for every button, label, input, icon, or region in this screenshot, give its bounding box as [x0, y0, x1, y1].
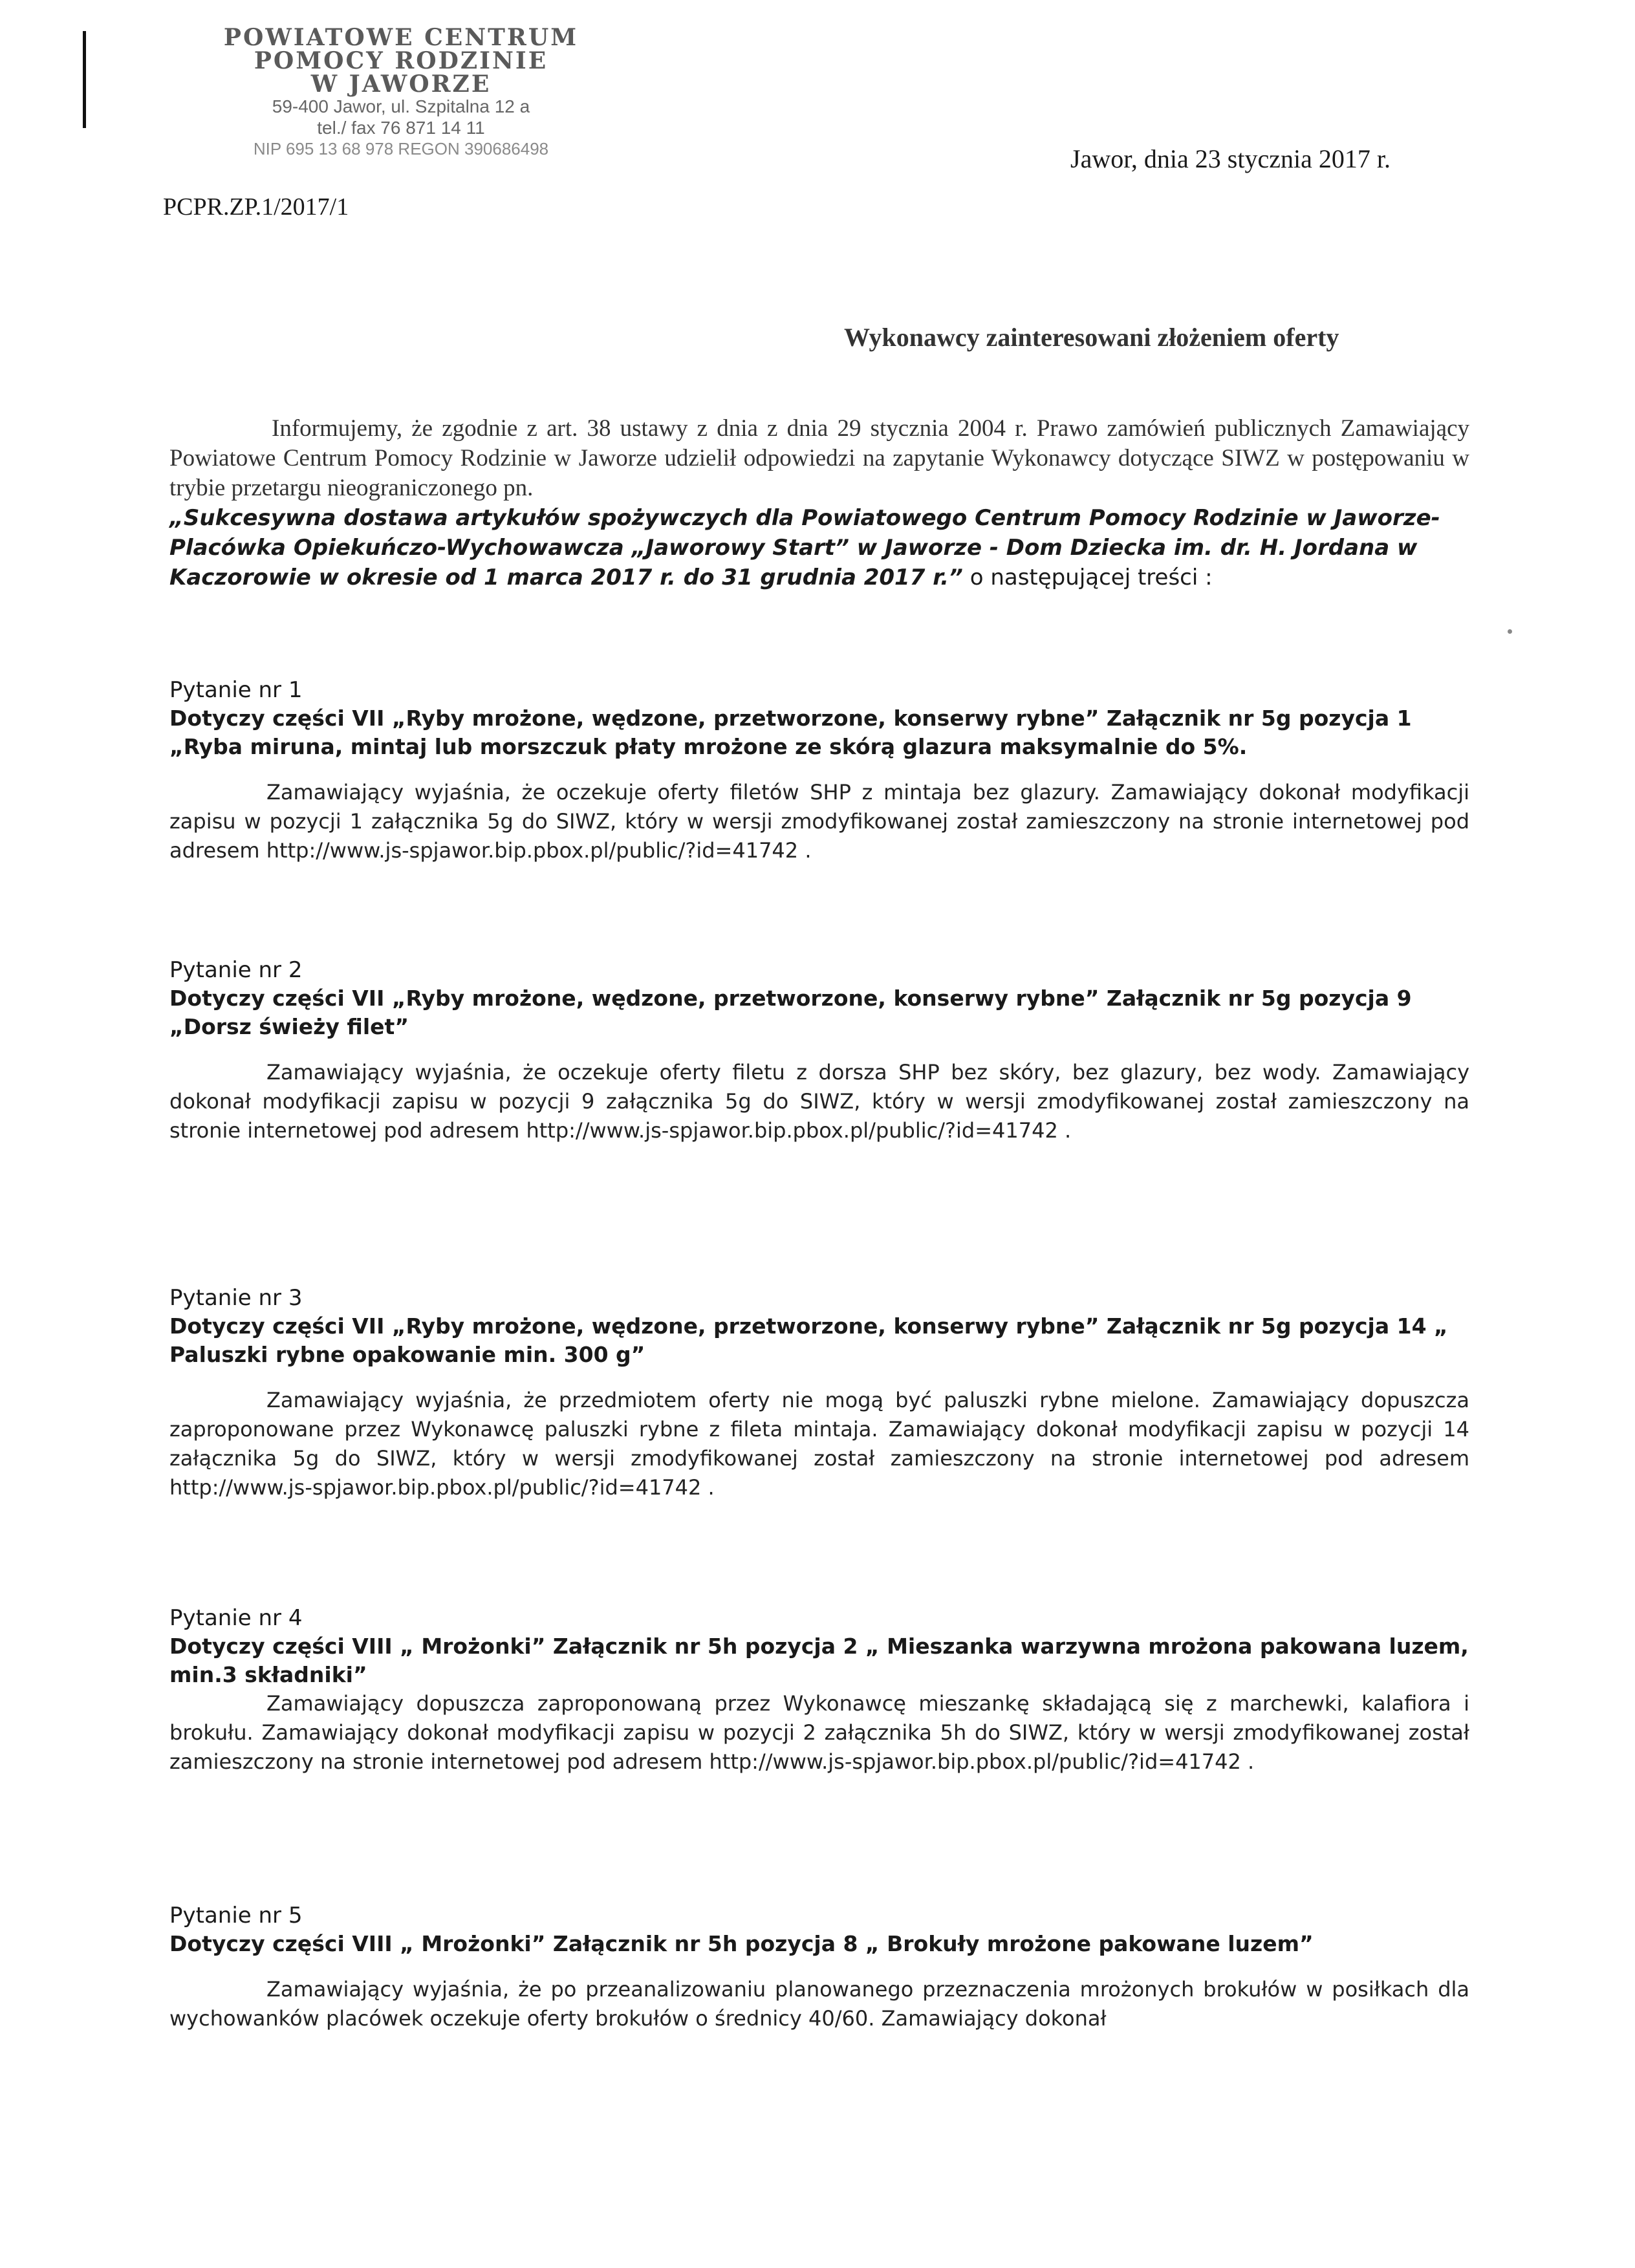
question-4 — [169, 1604, 1469, 1777]
stamp-ids: NIP 695 13 68 978 REGON 390686498 — [253, 139, 549, 158]
question-title: Pytanie nr 3 — [169, 1285, 303, 1311]
intro-tail: o następującej treści : — [962, 565, 1213, 590]
intro-lead: Informujemy, że zgodnie z art. 38 ustawy z dnia z dnia 29 stycznia 2004 r. Prawo zamówień publicznych Zamawiający Powiatowe Centrum Pomocy Rodzinie w Jaworze udzielił odpowiedzi na zapytanie Wykonawcy dotyczące SIWZ w postępowaniu w trybie przetargu nieograniczonego pn. — [169, 415, 1469, 501]
stamp-address: 59-400 Jawor, ul. Szpitalna 12 a — [272, 96, 530, 116]
addressee-heading: Wykonawcy zainteresowani złożeniem oferty — [844, 323, 1339, 352]
question-heading: Dotyczy części VIII „ Mrożonki” Załącznik nr 5h pozycja 2 „ Mieszanka warzywna mrożona pakowana luzem, min.3 składniki” — [169, 1634, 1469, 1687]
question-title: Pytanie nr 2 — [169, 957, 303, 983]
question-title: Pytanie nr 4 — [169, 1605, 303, 1631]
answer-text: Zamawiający wyjaśnia, że oczekuje oferty filetów SHP z mintaja bez glazury. Zamawiający dokonał modyfikacji zapisu w pozycji 1 załącznika 5g do SIWZ, który w wersji zmodyfikowanej został zamieszczony na stronie internetowej pod adresem http://www.js-spjawor.bip.pbox.pl/public/?id=41742 . — [169, 780, 1469, 863]
answer-text: Zamawiający dopuszcza zaproponowaną przez Wykonawcę mieszankę składającą się z marchewki, kalafiora i brokułu. Zamawiający dokonał modyfikacji zapisu w pozycji 2 załącznika 5h do SIWZ, który w wersji zmodyfikowanej został zamieszczony na stronie internetowej pod adresem http://www.js-spjawor.bip.pbox.pl/public/?id=41742 . — [169, 1691, 1469, 1774]
scan-speck — [1508, 629, 1512, 634]
question-heading: Dotyczy części VII „Ryby mrożone, wędzone, przetworzone, konserwy rybne” Załącznik nr 5g pozycja 14 „ Paluszki rybne opakowanie min. 300 g” — [169, 1313, 1448, 1367]
reference-number: PCPR.ZP.1/2017/1 — [163, 193, 349, 221]
answer-text: Zamawiający wyjaśnia, że oczekuje oferty filetu z dorsza SHP bez skóry, bez glazury, bez wody. Zamawiający dokonał modyfikacji zapisu w pozycji 9 załącznika 5g do SIWZ, który w wersji zmodyfikowanej został zamieszczony na stronie internetowej pod adresem http://www.js-spjawor.bip.pbox.pl/public/?id=41742 . — [169, 1060, 1469, 1143]
question-2 — [169, 956, 1469, 1145]
question-5 — [169, 1901, 1469, 2033]
stamp-line-3: W JAWORZE — [310, 70, 492, 98]
question-3 — [169, 1284, 1469, 1502]
stamp-phone: tel./ fax 76 871 14 11 — [317, 118, 485, 138]
answer-text: Zamawiający wyjaśnia, że przedmiotem oferty nie mogą być paluszki rybne mielone. Zamawiający dopuszcza zaproponowane przez Wykonawcę paluszki rybne z fileta mintaja. Zamawiający dokonał modyfikacji zapisu w pozycji 14 załącznika 5g do SIWZ, który w wersji zmodyfikowanej został zamieszczony na stronie internetowej pod adresem http://www.js-spjawor.bip.pbox.pl/public/?id=41742 . — [169, 1388, 1469, 1500]
institution-stamp — [188, 26, 614, 160]
question-1 — [169, 676, 1469, 865]
intro-paragraph — [169, 414, 1469, 592]
question-title: Pytanie nr 5 — [169, 1903, 303, 1928]
question-heading: Dotyczy części VIII „ Mrożonki” Załącznik nr 5h pozycja 8 „ Brokuły mrożone pakowane luzem” — [169, 1931, 1314, 1956]
question-heading: Dotyczy części VII „Ryby mrożone, wędzone, przetworzone, konserwy rybne” Załącznik nr 5g pozycja 9 „Dorsz świeży filet” — [169, 986, 1412, 1039]
question-heading: Dotyczy części VII „Ryby mrożone, wędzone, przetworzone, konserwy rybne” Załącznik nr 5g pozycja 1 „Ryba miruna, mintaj lub morszczuk płaty mrożone ze skórą glazura maksymalnie do 5%. — [169, 706, 1412, 759]
answer-text: Zamawiający wyjaśnia, że po przeanalizowaniu planowanego przeznaczenia mrożonych brokułów w posiłkach dla wychowanków placówek oczekuje oferty brokułów o średnicy 40/60. Zamawiający dokonał — [169, 1977, 1469, 2031]
stamp-line-2: POMOCY RODZINIE — [254, 47, 548, 74]
procurement-subject: „Sukcesywna dostawa artykułów spożywczych dla Powiatowego Centrum Pomocy Rodzinie w Jaworze- Placówka Opiekuńczo-Wychowawcza „Jaworowy Start” w Jaworze - Dom Dziecka im. dr. H. Jordana w Kaczorowie w okresie od 1 marca 2017 r. do 31 grudnia 2017 r.” — [169, 505, 1440, 590]
document-date: Jawor, dnia 23 stycznia 2017 r. — [1070, 144, 1391, 173]
question-title: Pytanie nr 1 — [169, 677, 303, 703]
scan-edge-mark — [83, 31, 86, 128]
stamp-line-1: POWIATOWE CENTRUM — [223, 24, 579, 51]
intro-subject-line — [169, 503, 1469, 592]
